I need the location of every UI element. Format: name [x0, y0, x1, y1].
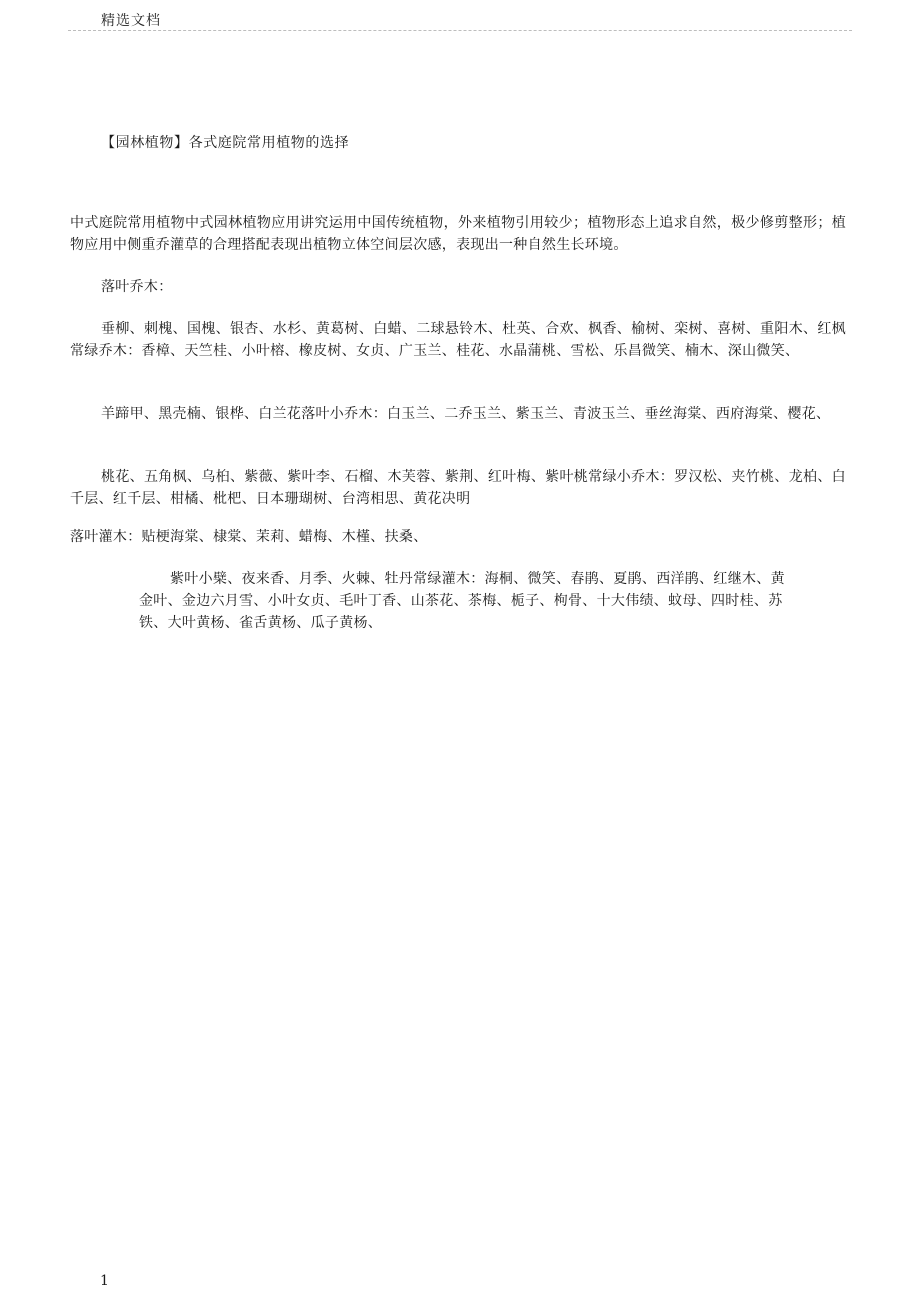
small-trees-paragraph: 羊蹄甲、黑壳楠、银桦、白兰花落叶小乔木：白玉兰、二乔玉兰、紫玉兰、青波玉兰、垂丝海棠、西府海棠、樱花、 — [101, 406, 831, 422]
document-title: 【园林植物】各式庭院常用植物的选择 — [101, 135, 350, 151]
page-number: 1 — [100, 1273, 109, 1289]
evergreen-shrubs-paragraph: 紫叶小檗、夜来香、月季、火棘、牡丹常绿灌木：海桐、微笑、春鹃、夏鹃、西洋鹃、红继木、黄金叶、金边六月雪、小叶女贞、毛叶丁香、山茶花、茶梅、栀子、枸骨、十大伟绩、蚊母、四时桂、苏铁、大叶黄杨、雀舌黄杨、瓜子黄杨、 — [139, 571, 785, 631]
deciduous-trees-heading: 落叶乔木： — [101, 279, 173, 295]
document-header-label: 精选文档 — [101, 13, 161, 29]
intro-paragraph: 中式庭院常用植物中式园林植物应用讲究运用中国传统植物，外来植物引用较少；植物形态上追求自然，极少修剪整形；植物应用中侧重乔灌草的合理搭配表现出植物立体空间层次感，表现出一种自然生长环境。 — [70, 215, 846, 253]
trees-paragraph: 垂柳、刺槐、国槐、银杏、水杉、黄葛树、白蜡、二球悬铃木、杜英、合欢、枫香、榆树、栾树、喜树、重阳木、红枫常绿乔木：香樟、天竺桂、小叶榕、橡皮树、女贞、广玉兰、桂花、水晶蒲桃、雪松、乐昌微笑、楠木、深山微笑、 — [70, 321, 846, 359]
small-trees-list-paragraph: 桃花、五角枫、乌桕、紫薇、紫叶李、石榴、木芙蓉、紫荆、红叶梅、紫叶桃常绿小乔木：罗汉松、夹竹桃、龙柏、白千层、红千层、柑橘、枇杷、日本珊瑚树、台湾相思、黄花决明 — [70, 469, 846, 507]
header-divider — [68, 30, 852, 31]
deciduous-shrubs-paragraph: 落叶灌木：贴梗海棠、棣棠、茉莉、蜡梅、木槿、扶桑、 — [70, 529, 428, 545]
